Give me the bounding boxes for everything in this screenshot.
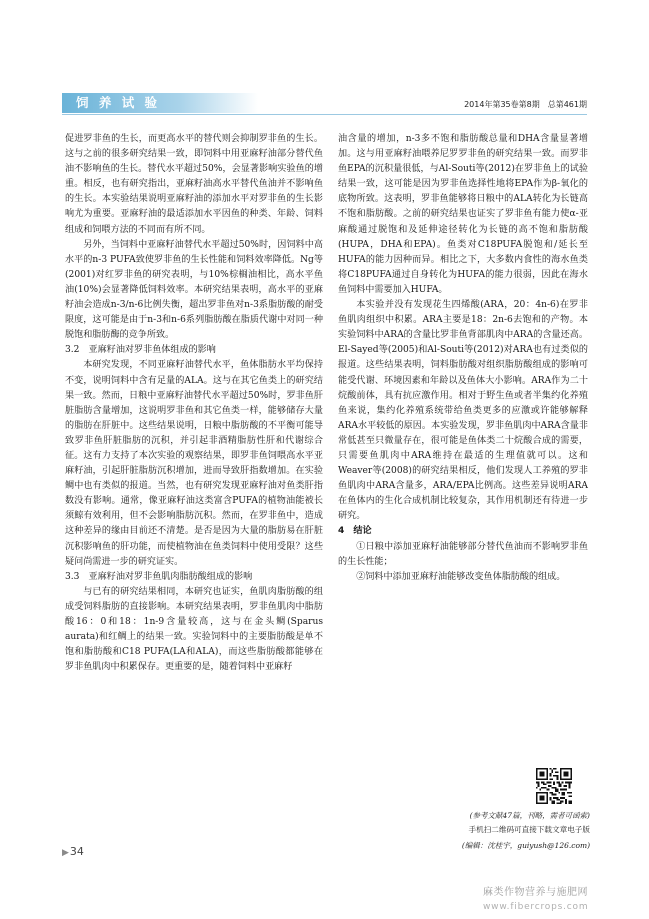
body-paragraph: ①日粮中添加亚麻籽油能够部分替代鱼油而不影响罗非鱼的生长性能； xyxy=(338,541,588,567)
watermark-url: www.fibercrops.com xyxy=(483,902,589,912)
watermark xyxy=(483,886,588,914)
body-paragraph: 本实验并没有发现花生四烯酸(ARA，20：4n-6)在罗非鱼肌肉组织中积累。ARA主要是18：2n-6去饱和的产物。本实验饲料中ARA的含量比罗非鱼背部肌肉中ARA的含量还高。El-Sayed等(2005)和Al-Souti等(2012)对ARA也有过类似的报道。这些结果表明，饲料脂肪酸对组织脂肪酸组成的影响可能受代谢、环境因素和年龄以及鱼体大小影响。ARA作为二十烷酸前体，具有抗应激作用。相对于野生鱼或者半集约化养殖鱼来说，集约化养殖系统带给鱼类更多的应激或许能够解释ARA水平较低的原因。本实验发现，罗非鱼肌肉中ARA含量非常低甚至只微量存在，很可能是鱼体类二十烷酸合成的需要，只需要鱼肌肉中ARA维持在最适的生理值就可以。这和Weaver等(2008)的研究结果相反，他们发现人工养殖的罗非鱼肌肉中ARA含量多，ARA/EPA比例高。这些差异说明ARA在鱼体内的生化合成机制比较复杂，其作用机制还有待进一步研究。 xyxy=(338,300,588,522)
section-heading: 3.3 亚麻籽油对罗非鱼肌肉脂肪酸组成的影响 xyxy=(65,571,253,582)
triangle-marker-icon: ▶ xyxy=(62,848,69,858)
body-paragraph: 本研究发现，不同亚麻籽油替代水平，鱼体脂肪水平均保持不变，说明饲料中含有足量的ALA。这与在其它鱼类上的研究结果一致。然而，日粮中亚麻籽油替代水平超过50%时，罗非鱼肝脏脂肪含量增加，这说明罗非鱼和其它鱼类一样，能够储存大量的脂肪在肝脏中。这些结果说明，日粮中脂肪酸的不平衡可能导致罗非鱼肝脏脂肪的沉积，并引起非酒精脂肪性肝和代谢综合征。这有力支持了本次实验的观察结果，即罗非鱼饲喂高水平亚麻籽油，引起肝脏脂肪沉积增加，进而导致肝指数增加。在实验鲷中也有类似的报道。当然，也有研究发现亚麻籽油对鱼类肝指数没有影响。通常，像亚麻籽油这类富含PUFA的植物油能被长须鲸有效利用，但不会影响脂肪沉积。然而，在罗非鱼中，造成这种差异的缘由目前还不清楚。是否是因为大量的脂肪易在肝脏沉积影响鱼的肝功能，而使植物油在鱼类饲料中使用受限？这些疑问尚需进一步的研究证实。 xyxy=(65,360,323,567)
section-heading: 4 结论 xyxy=(338,526,372,537)
qr-download-note: 手机扫二维码可直接下载文章电子版 xyxy=(468,825,590,834)
header-divider xyxy=(62,114,587,115)
issue-info: 2014年第35卷第8期 总第461期 xyxy=(464,100,587,109)
right-text-column xyxy=(338,132,588,585)
qr-code-icon[interactable] xyxy=(536,768,572,804)
watermark-text: 麻类作物营养与施肥网 xyxy=(483,887,588,898)
page-number xyxy=(62,845,84,860)
body-paragraph: 另外，当饲料中亚麻籽油替代水平超过50%时，因饲料中高水平的n-3 PUFA致使罗非鱼的生长性能和饲料效率降低。Ng等(2001)对红罗非鱼的研究表明，与10%棕榈油相比，高水平鱼油(10%)会显著降低饲料效率。本研究结果表明，高水平的亚麻籽油会造成n-3/n-6比例失衡，超出罗非鱼对n-3系脂肪酸的耐受限度，这可能是由于n-3和n-6系列脂肪酸在脂质代谢中对同一种脱饱和脂肪酶的竞争所致。 xyxy=(65,239,323,341)
body-paragraph: 油含量的增加，n-3多不饱和脂肪酸总量和DHA含量显著增加。这与用亚麻籽油喂养尼罗罗非鱼的研究结果一致。而罗非鱼EPA的沉积量很低，与Al-Souti等(2012)在罗非鱼上的试验结果一致，这可能是因为罗非鱼选择性地将EPA作为β-氧化的底物所致。这表明，罗非鱼能够将日粮中的ALA转化为长链高不饱和脂肪酸。之前的研究结果也证实了罗非鱼有能力使α-亚麻酸通过脱饱和及延伸途径转化为长链的高不饱和脂肪酸(HUPA，DHA和EPA)。鱼类对C18PUFA脱饱和/延长至HUFA的能力因种而异。相比之下，大多数内食性的海水鱼类将C18PUFA通过自身转化为HUFA的能力很弱，因此在海水鱼饲料中需要加入HUFA。 xyxy=(338,134,588,295)
editor-note: (编辑：沈桂宇，guiyush@126.com) xyxy=(461,841,590,850)
body-paragraph: ②饲料中添加亚麻籽油能够改变鱼体脂肪酸的组成。 xyxy=(356,571,566,582)
left-text-column xyxy=(65,132,323,675)
journal-section-title: 饲 养 试 验 xyxy=(76,95,161,110)
references-note: (参考文献47篇，刊略，需者可函索) xyxy=(469,811,590,820)
section-heading: 3.2 亚麻籽油对罗非鱼体组成的影响 xyxy=(65,345,216,356)
body-paragraph: 与已有的研究结果相同，本研究也证实，鱼肌肉脂肪酸的组成受饲料脂肪的直接影响。本研究结果表明，罗非鱼肌肉中脂肪酸16：0和18：1n-9含量较高，这与在金头鲷(Sparus aurata)和红鲷上的结果一致。实验饲料中的主要脂肪酸是单不饱和脂肪酸和C18 PUFA(LA和ALA)，而这些脂肪酸都能够在罗非鱼肌肉中积累保存。更重要的是，随着饲料中亚麻籽 xyxy=(65,586,323,673)
body-paragraph: 促进罗非鱼的生长，而更高水平的替代则会抑制罗非鱼的生长。这与之前的很多研究结果一致，即饲料中用亚麻籽油部分替代鱼油不影响鱼的生长。替代水平超过50%，会显著影响实验鱼的增重。相反，也有研究指出，亚麻籽油高水平替代鱼油并不影响鱼的生长。本实验结果说明亚麻籽油的添加水平对罗非鱼的生长影响尤为重要。亚麻籽油的最适添加水平因鱼的种类、年龄、饲料组成和饲喂方法的不同而有所不同。 xyxy=(65,134,323,235)
page-number-value: 34 xyxy=(69,845,84,858)
